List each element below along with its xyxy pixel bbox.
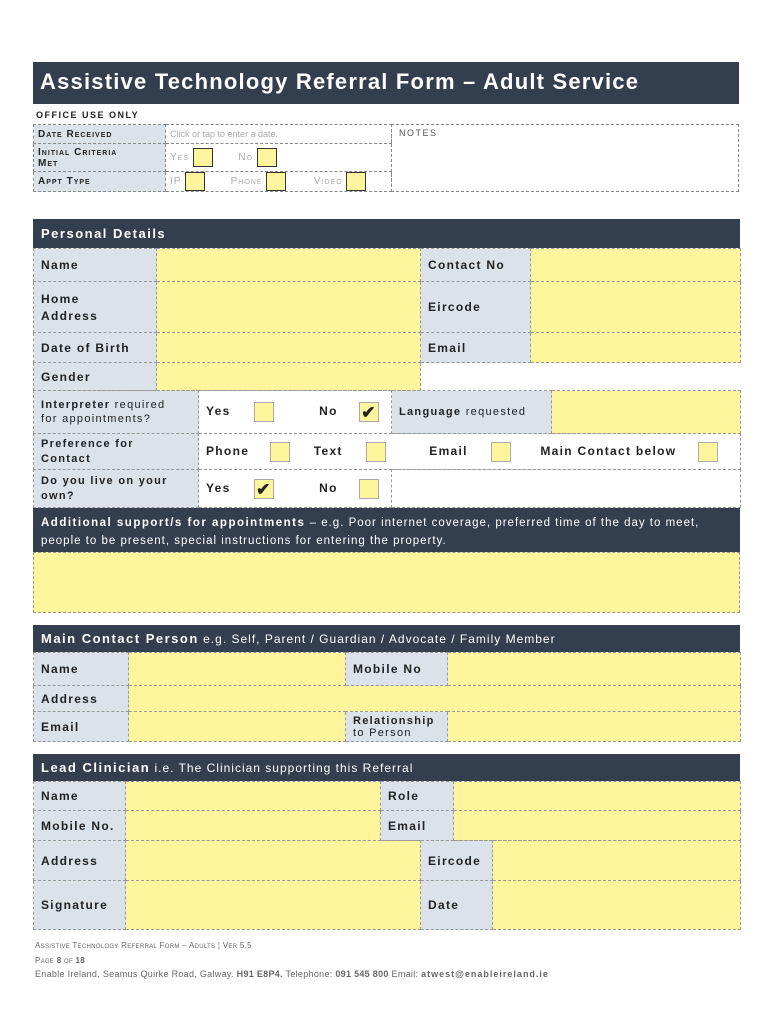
eircode-label: Eircode [421, 282, 531, 333]
lead-clinician-rest: i.e. The Clinician supporting this Referral [150, 761, 414, 775]
live-own-blank [392, 470, 741, 508]
lc-role-field[interactable] [454, 782, 741, 811]
lc-name-label: Name [34, 782, 126, 811]
preference-label [34, 434, 199, 470]
lead-clinician-bold: Lead Clinician [41, 760, 151, 775]
pref-main-contact-checkbox[interactable] [698, 442, 718, 462]
appt-phone-label: Phone [230, 176, 263, 188]
additional-support-heading [33, 508, 740, 552]
interpreter-bold: Interpreter [41, 399, 111, 411]
footer-form-name: Assistive Technology Referral Form – Adults ¦ Ver 5.5 [35, 941, 252, 950]
mc-mobile-label: Mobile No [346, 653, 448, 686]
dob-label: Date of Birth [34, 333, 157, 363]
mc-address-label: Address [34, 686, 129, 712]
live-no-checkbox[interactable] [359, 479, 379, 499]
criteria-yes-label: Yes [170, 152, 190, 164]
appt-type-label: Appt Type [34, 172, 166, 192]
pref-email-checkbox[interactable] [491, 442, 511, 462]
date-received-label: Date Received [34, 125, 166, 144]
lc-address-field[interactable] [126, 841, 421, 881]
home-address-field[interactable] [157, 282, 421, 333]
eircode-field[interactable] [531, 282, 741, 333]
lc-mobile-label: Mobile No. [34, 811, 126, 841]
email-field[interactable] [531, 333, 741, 363]
date-received-field[interactable]: Click or tap to enter a date. [166, 125, 392, 144]
mc-relationship-bold: Relationship [353, 714, 435, 727]
gender-field[interactable] [157, 363, 421, 391]
name-field[interactable] [157, 249, 421, 282]
interpreter-no-checkbox[interactable]: ✔ [359, 402, 379, 422]
contact-preference-table [33, 433, 741, 470]
interpreter-yes-label: Yes [206, 404, 231, 419]
pref-main-contact-label: Main Contact below [540, 443, 677, 458]
notes-label: NOTES [399, 128, 438, 138]
footer-page-of: of [61, 956, 76, 965]
lc-email-label: Email [381, 811, 454, 841]
footer-email-label: Email: [388, 969, 422, 979]
language-bold: Language [399, 406, 462, 418]
footer-email[interactable]: atwest@enableireland.ie [421, 969, 549, 979]
main-contact-bold: Main Contact Person [41, 631, 199, 646]
home-address-label-line2: Address [41, 308, 99, 323]
mc-mobile-field[interactable] [448, 653, 741, 686]
appt-video-checkbox[interactable] [346, 172, 366, 191]
footer-page-total: 18 [75, 956, 85, 965]
live-own-label [34, 470, 199, 508]
pref-phone-checkbox[interactable] [270, 442, 290, 462]
mc-email-field[interactable] [129, 712, 346, 742]
live-no-label: No [319, 480, 338, 495]
live-yes-checkbox[interactable]: ✔ [254, 479, 274, 499]
preference-label-line1: Preference for [41, 437, 134, 450]
form-title: Assistive Technology Referral Form – Adult Service [33, 62, 739, 104]
initial-criteria-label-line2: Met [38, 157, 59, 169]
preference-label-line2: Contact [41, 452, 92, 465]
footer-eircode: H91 E8P4. [236, 969, 283, 979]
gender-label: Gender [34, 363, 157, 391]
lc-date-label: Date [421, 881, 493, 930]
mc-address-field[interactable] [129, 686, 741, 712]
additional-support-rest: – e.g. Poor internet coverage, preferred time of the day to meet, people to be present, special instructions for entering the property. [41, 517, 700, 547]
office-use-table [33, 124, 392, 192]
lc-signature-field[interactable] [126, 881, 421, 930]
mc-name-label: Name [34, 653, 129, 686]
language-field[interactable] [552, 391, 741, 434]
personal-details-heading [33, 219, 740, 248]
live-yes-label: Yes [206, 480, 231, 495]
live-own-options [199, 470, 392, 508]
footer-address-text: Enable Ireland, Seamus Quirke Road, Galway. [35, 969, 237, 979]
footer-address [35, 969, 549, 979]
personal-details-table-options [33, 390, 741, 434]
lead-clinician-heading [33, 754, 740, 781]
criteria-yes-checkbox[interactable] [193, 148, 213, 167]
pref-phone-label: Phone [206, 443, 250, 458]
lead-clinician-table-top [33, 781, 741, 841]
live-own-label-line2: own? [41, 489, 75, 502]
contact-no-label: Contact No [421, 249, 531, 282]
footer-page-number [35, 956, 85, 965]
preference-options [199, 434, 741, 470]
footer-telephone: 091 545 800 [335, 969, 389, 979]
pref-email-label: Email [429, 443, 468, 458]
home-address-label [34, 282, 157, 333]
appt-ip-checkbox[interactable] [185, 172, 205, 191]
lc-role-label: Role [381, 782, 454, 811]
mc-email-label: Email [34, 712, 129, 742]
lc-mobile-field[interactable] [126, 811, 381, 841]
mc-name-field[interactable] [129, 653, 346, 686]
footer-page-num: 8 [56, 956, 62, 965]
mc-relationship-label [346, 712, 448, 742]
live-own-table [33, 469, 741, 508]
gender-blank [421, 363, 741, 391]
interpreter-label-line2: for appointments? [41, 413, 152, 425]
appt-phone-checkbox[interactable] [266, 172, 286, 191]
lc-eircode-field[interactable] [493, 841, 741, 881]
name-label: Name [34, 249, 157, 282]
home-address-label-line1: Home [41, 291, 80, 306]
contact-no-field[interactable] [531, 249, 741, 282]
interpreter-no-label: No [319, 404, 338, 419]
language-label [392, 391, 552, 434]
notes-box[interactable] [391, 124, 739, 192]
mc-relationship-field[interactable] [448, 712, 741, 742]
interpreter-label [34, 391, 199, 434]
language-rest: requested [461, 406, 527, 418]
initial-criteria-label-line1: Initial Criteria [38, 146, 118, 158]
additional-support-bold: Additional support/s for appointments [41, 517, 306, 529]
interpreter-options [199, 391, 392, 434]
appt-video-label: Video [313, 176, 343, 188]
main-contact-rest: e.g. Self, Parent / Guardian / Advocate / Family Member [198, 632, 556, 646]
lc-signature-label: Signature [34, 881, 126, 930]
footer-page-prefix: Page [35, 956, 57, 965]
interpreter-rest: required [110, 399, 166, 411]
initial-criteria-label [34, 144, 166, 172]
interpreter-yes-checkbox[interactable] [254, 402, 274, 422]
personal-details-table-top [33, 248, 741, 391]
pref-text-checkbox[interactable] [366, 442, 386, 462]
lc-name-field[interactable] [126, 782, 381, 811]
criteria-no-label: No [238, 152, 254, 164]
lc-email-field[interactable] [454, 811, 741, 841]
pref-text-label: Text [313, 443, 343, 458]
email-label: Email [421, 333, 531, 363]
main-contact-heading [33, 625, 740, 652]
appt-ip-label: IP [170, 176, 182, 188]
footer-telephone-label: Telephone: [282, 969, 336, 979]
criteria-no-checkbox[interactable] [257, 148, 277, 167]
lc-date-field[interactable] [493, 881, 741, 930]
additional-support-field[interactable] [33, 552, 740, 613]
lc-address-label: Address [34, 841, 126, 881]
lead-clinician-table-bottom [33, 840, 741, 930]
personal-details-title: Personal Details [41, 226, 167, 241]
interpreter-label-line1 [41, 398, 191, 412]
appt-options [166, 172, 392, 192]
live-own-label-line1: Do you live on your [41, 474, 168, 487]
lc-eircode-label: Eircode [421, 841, 493, 881]
criteria-options [166, 144, 392, 172]
dob-field[interactable] [157, 333, 421, 363]
mc-relationship-rest: to Person [353, 726, 412, 739]
main-contact-table [33, 652, 741, 742]
office-use-heading: OFFICE USE ONLY [36, 110, 140, 120]
